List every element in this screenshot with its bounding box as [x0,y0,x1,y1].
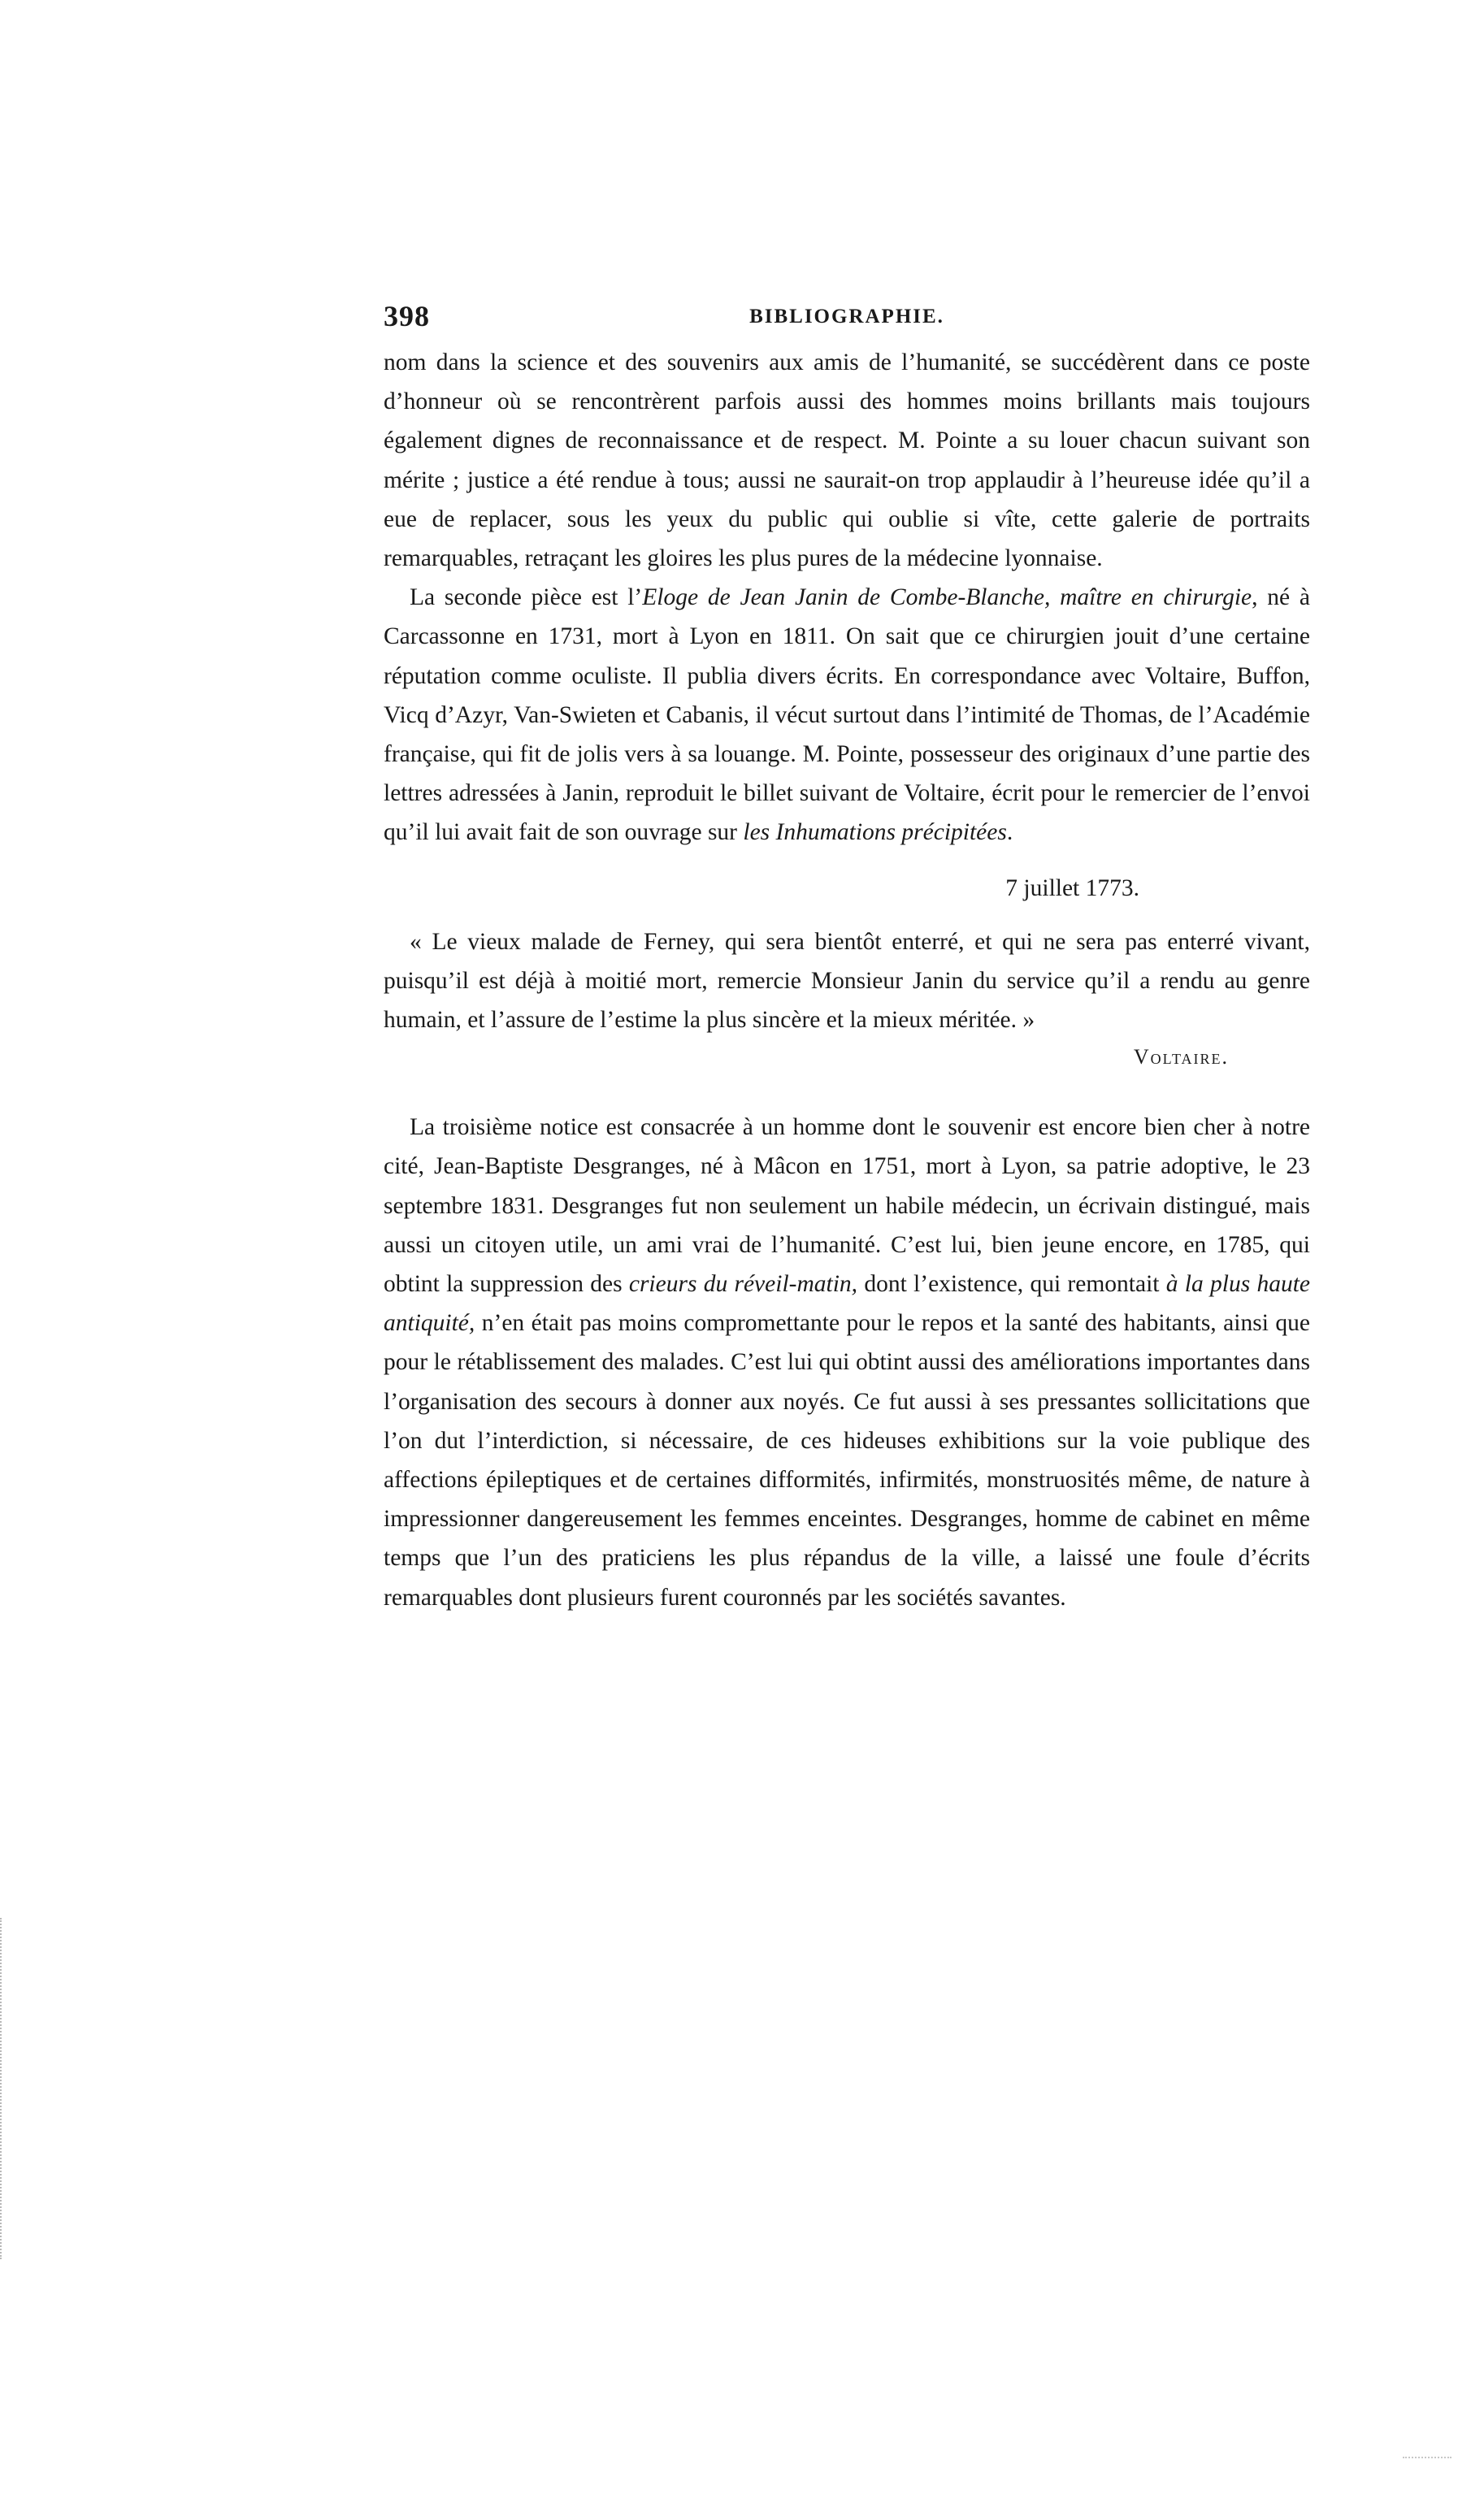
letter-date: 7 juillet 1773. [1005,874,1139,901]
italic-crieurs: crieurs du réveil-matin, [628,1271,858,1298]
voltaire-quote: « Le vieux malade de Ferney, qui sera bientôt enterré, et qui ne sera pas enterré vivant, puisqu’il est déjà à moitié mort, remercie Monsieur Janin du service qu’il a rendu au genre humain, et l’assure de l’estime la plus sincère et la mieux méritée. » [384,928,1310,1034]
page-number: 398 [384,300,430,332]
text-run: La seconde pièce est l’ [410,584,643,611]
text-run: , né à Carcassonne en 1731, mort à Lyon en 1811. On sait que ce chirurgien jouit d’une certaine réputation comme oculiste. Il publia divers écrits. En correspondance avec Voltaire, Buffon, Vicq d’Azyr, Van-Swieten et Cabanis, il vécut surtout dans l’intimité de Thomas, de l’Académie française, qui fit de jolis vers à sa louange. M. Pointe, possesseur des originaux d’une partie des lettres adressées à Janin, reproduit le billet suivant de Voltaire, écrit pour le remercier de l’envoi qu’il lui avait fait de son ouvrage sur [384,584,1310,846]
scan-margin-marks [0,1918,5,2259]
italic-title-eloge: Eloge de Jean Janin de Combe-Blanche, maître en chirurgie [642,584,1252,611]
page-header [384,299,1310,336]
paragraph-continuation: nom dans la science et des souvenirs aux amis de l’humanité, se succédèrent dans ce poste d’honneur où se rencontrèrent parfois aussi des hommes moins brillants mais toujours également dignes de reconnaissance et de respect. M. Pointe a su louer chacun suivant son mérite ; justice a été rendue à tous; aussi ne saurait-on trop applaudir à l’heureuse idée qu’il a eue de replacer, sous les yeux du public qui oublie si vîte, cette galerie de portraits remarquables, retraçant les gloires les plus pures de la médecine lyonnaise. [384,349,1310,572]
text-run: La troisième notice est consacrée à un homme dont le souvenir est encore bien cher à notre cité, Jean-Baptiste Desgranges, né à Mâcon en 1751, mort à Lyon, sa patrie adoptive, le 23 septembre 1831. Desgranges fut non seulement un habile médecin, un écrivain distingué, mais aussi un citoyen utile, un ami vrai de l’humanité. C’est lui, bien jeune encore, en 1785, qui obtint la suppression des [384,1114,1310,1298]
text-run: . [1006,819,1013,846]
running-title: BIBLIOGRAPHIE. [749,306,944,328]
text-run: n’en était pas moins compromettante pour le repos et la santé des habitants, ainsi que pour le rétablissement des malades. C’est lui qui obtint aussi des améliorations importantes dans l’organisation des secours à donner aux noyés. Ce fut aussi à ses pressantes sollicitations que l’on dut l’interdiction, si nécessaire, de ces hideuses exhibitions sur la voie publique des affections épileptiques et de certaines difformités, infirmités, monstruosités même, de nature à impressionner dangereusement les femmes enceintes. Desgranges, homme de cabinet en même temps que l’un des praticiens les plus répandus de la ville, a laissé une foule d’écrits remarquables dont plusieurs furent couronnés par les sociétés savantes. [384,1310,1310,1611]
italic-title-inhumations: les Inhumations précipitées [743,819,1007,846]
paragraph-desgranges [384,1108,1310,1617]
scan-corner-marks [1403,2457,1451,2461]
italic-antiquite: à la plus haute antiquité, [384,1271,1311,1337]
paragraph-janin [384,578,1310,852]
letter-signature: Voltaire. [1133,1045,1229,1069]
text-run: dont l’existence, qui remontait [857,1271,1166,1298]
book-page [384,299,1310,1617]
